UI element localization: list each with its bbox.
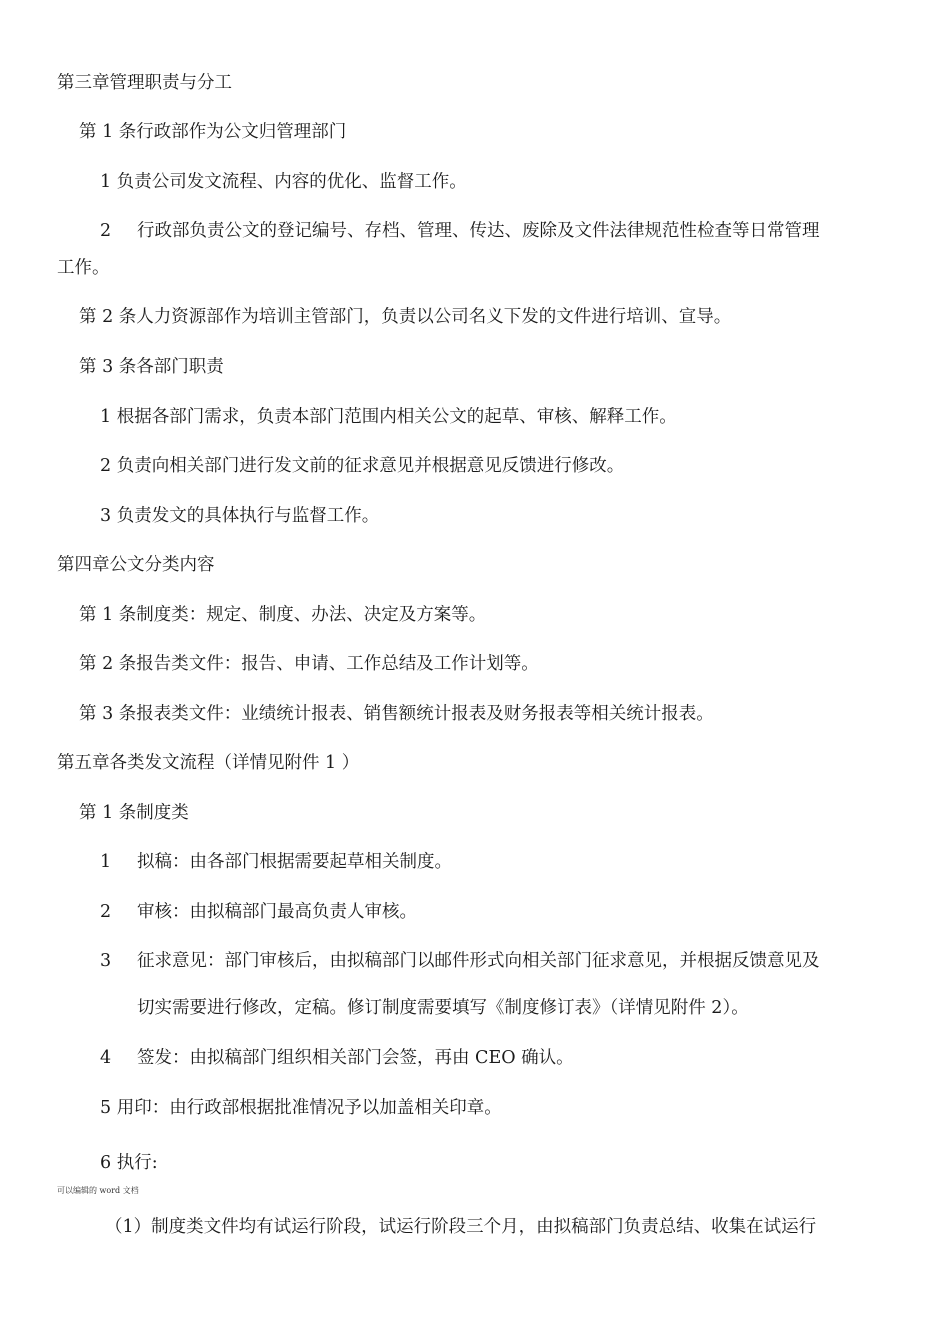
chapter-5-item-5: 5 用印：由行政部根据批准情况予以加盖相关印章。 (100, 1098, 502, 1118)
item-number: 2 (100, 902, 112, 922)
chapter-5-item-6: 6 执行: (100, 1153, 158, 1173)
chapter-4-title: 第四章公文分类内容 (57, 555, 215, 575)
chapter-3-article-3-item-3: 3 负责发文的具体执行与监督工作。 (100, 506, 380, 526)
chapter-4-article-3: 第 3 条报表类文件：业绩统计报表、销售额统计报表及财务报表等相关统计报表。 (79, 704, 714, 724)
chapter-5-item-6-paragraph-1: （1）制度类文件均有试运行阶段，试运行阶段三个月，由拟稿部门负责总结、收集在试运行 (105, 1217, 817, 1237)
chapter-5-item-1 (100, 850, 452, 874)
chapter-3-article-1-item-2-continued: 工作。 (57, 258, 110, 278)
item-number: 2 (100, 221, 112, 241)
item-text: 拟稿：由各部门根据需要起草相关制度。 (137, 852, 452, 872)
item-text: 征求意见：部门审核后，由拟稿部门以邮件形式向相关部门征求意见，并根据反馈意见及 (137, 951, 820, 971)
item-number: 3 (100, 951, 112, 971)
chapter-5-item-3 (100, 949, 820, 973)
chapter-5-title: 第五章各类发文流程（详情见附件 1 ） (57, 753, 360, 773)
chapter-3-article-1: 第 1 条行政部作为公文归管理部门 (79, 122, 347, 142)
item-text: 签发：由拟稿部门组织相关部门会签，再由 CEO 确认。 (137, 1048, 574, 1068)
chapter-5-item-2 (100, 900, 417, 924)
chapter-3-article-3: 第 3 条各部门职责 (79, 357, 224, 377)
item-text: 行政部负责公文的登记编号、存档、管理、传达、废除及文件法律规范性检查等日常管理 (137, 221, 820, 241)
chapter-5-item-3-continued: 切实需要进行修改，定稿。修订制度需要填写《制度修订表》（详情见附件 2）。 (137, 998, 749, 1018)
item-number: 1 (100, 852, 112, 872)
chapter-5-item-4 (100, 1046, 574, 1070)
chapter-3-article-1-item-1: 1 负责公司发文流程、内容的优化、监督工作。 (100, 172, 467, 192)
chapter-5-article-1: 第 1 条制度类 (79, 803, 189, 823)
chapter-3-article-1-item-2 (100, 219, 820, 243)
chapter-4-article-1: 第 1 条制度类：规定、制度、办法、决定及方案等。 (79, 605, 487, 625)
item-number: 4 (100, 1048, 112, 1068)
chapter-4-article-2: 第 2 条报告类文件：报告、申请、工作总结及工作计划等。 (79, 654, 539, 674)
chapter-3-article-2: 第 2 条人力资源部作为培训主管部门，负责以公司名义下发的文件进行培训、宣导。 (79, 307, 732, 327)
chapter-3-title: 第三章管理职责与分工 (57, 73, 232, 93)
chapter-3-article-3-item-2: 2 负责向相关部门进行发文前的征求意见并根据意见反馈进行修改。 (100, 456, 625, 476)
chapter-3-article-3-item-1: 1 根据各部门需求，负责本部门范围内相关公文的起草、审核、解释工作。 (100, 407, 677, 427)
item-text: 审核：由拟稿部门最高负责人审核。 (137, 902, 417, 922)
page-footer-note: 可以编辑的 word 文档 (57, 1186, 139, 1195)
